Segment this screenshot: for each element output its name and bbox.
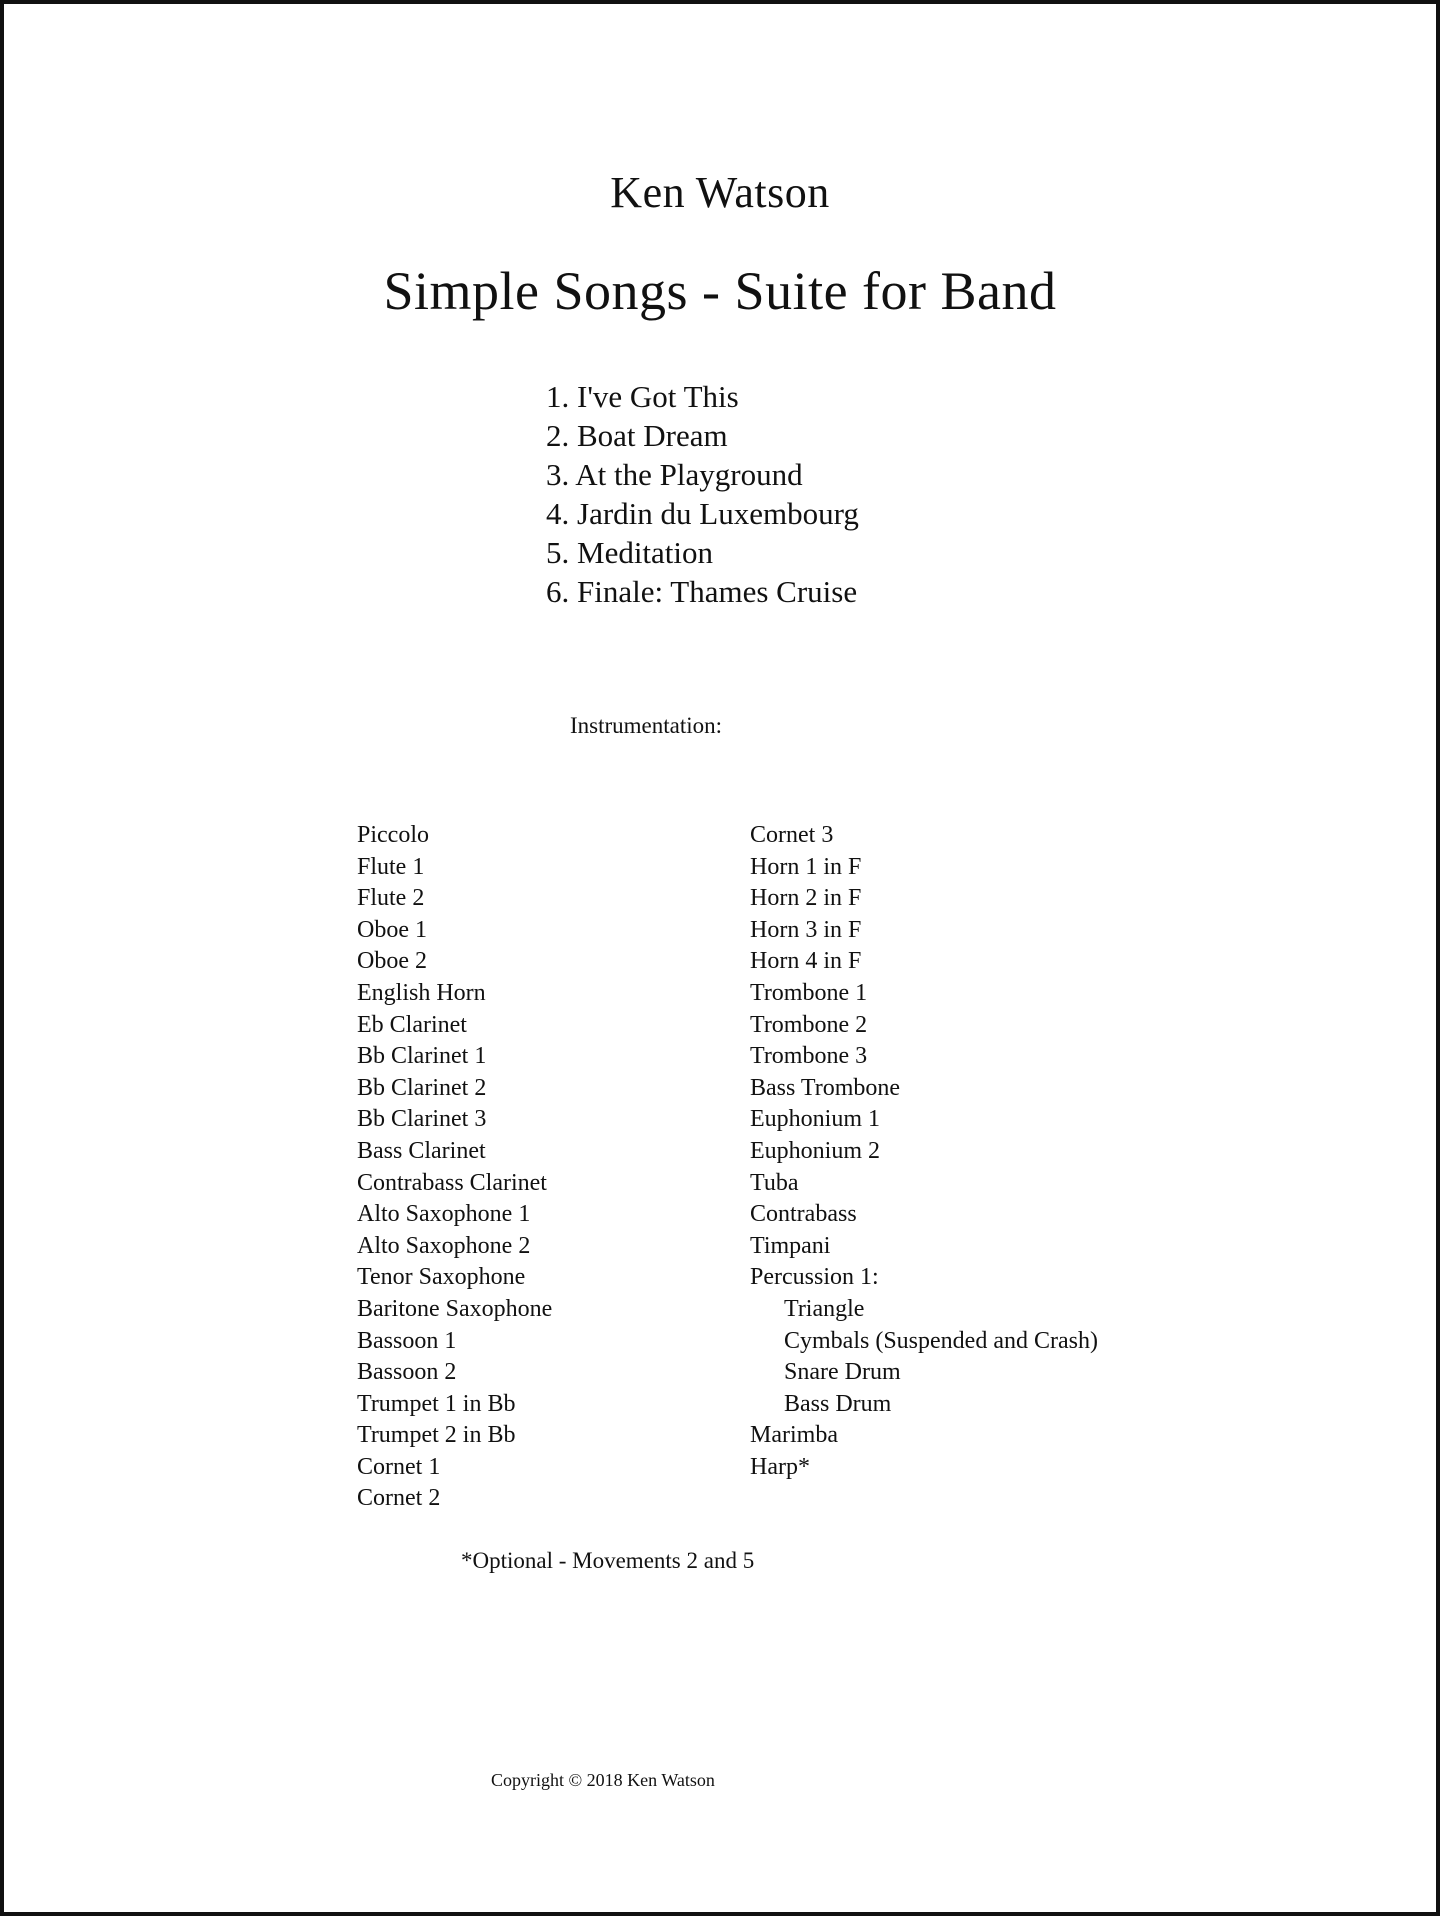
copyright-notice: Copyright © 2018 Ken Watson bbox=[491, 1770, 715, 1790]
instrument-item: Horn 1 in F bbox=[750, 853, 862, 880]
instrument-list-right bbox=[750, 820, 1098, 1483]
movement-item: 1. I've Got This bbox=[546, 379, 739, 414]
instrument-item: Marimba bbox=[750, 1422, 838, 1449]
instrument-item: Bassoon 1 bbox=[357, 1327, 457, 1354]
instrument-item: Bass Clarinet bbox=[357, 1137, 486, 1164]
instrument-item: Horn 4 in F bbox=[750, 948, 862, 975]
instrument-item: Tenor Saxophone bbox=[357, 1264, 526, 1291]
instrument-item: Euphonium 2 bbox=[750, 1137, 880, 1164]
work-title: Simple Songs - Suite for Band bbox=[383, 261, 1057, 321]
instrument-item: Trombone 3 bbox=[750, 1043, 868, 1070]
instrument-item: Bb Clarinet 2 bbox=[357, 1074, 487, 1101]
instrument-item: Trumpet 1 in Bb bbox=[357, 1390, 516, 1417]
percussion-sub-item: Cymbals (Suspended and Crash) bbox=[784, 1327, 1098, 1354]
instrumentation-heading: Instrumentation: bbox=[570, 713, 723, 738]
movement-item: 4. Jardin du Luxembourg bbox=[546, 496, 859, 531]
optional-footnote: *Optional - Movements 2 and 5 bbox=[461, 1548, 755, 1573]
movement-item: 6. Finale: Thames Cruise bbox=[546, 574, 858, 609]
instrument-item: Percussion 1: bbox=[750, 1264, 879, 1291]
instrument-item: Cornet 3 bbox=[750, 822, 834, 848]
instrument-item: Oboe 2 bbox=[357, 948, 427, 975]
instrument-item: Trombone 1 bbox=[750, 979, 868, 1006]
instrument-item: Eb Clarinet bbox=[357, 1011, 467, 1038]
instrument-item: Piccolo bbox=[357, 822, 429, 848]
instrument-item: Contrabass bbox=[750, 1201, 857, 1228]
instrument-item: English Horn bbox=[357, 979, 486, 1006]
percussion-sub-item: Bass Drum bbox=[784, 1390, 892, 1417]
instrument-item: Horn 2 in F bbox=[750, 885, 862, 912]
instrument-list-left bbox=[357, 820, 552, 1515]
instrument-item: Tuba bbox=[750, 1169, 799, 1196]
instrument-item: Trumpet 2 in Bb bbox=[357, 1422, 516, 1449]
instrument-item: Alto Saxophone 1 bbox=[357, 1201, 531, 1228]
instrument-item: Bass Trombone bbox=[750, 1074, 901, 1101]
movement-item: 3. At the Playground bbox=[546, 457, 803, 492]
instrument-item: Oboe 1 bbox=[357, 916, 427, 943]
instrument-item: Harp* bbox=[750, 1453, 810, 1480]
instrument-item: Alto Saxophone 2 bbox=[357, 1232, 531, 1259]
instrument-item: Flute 2 bbox=[357, 885, 425, 912]
instrument-item: Bb Clarinet 3 bbox=[357, 1106, 487, 1133]
percussion-sub-item: Snare Drum bbox=[784, 1359, 901, 1386]
instrument-item: Contrabass Clarinet bbox=[357, 1169, 547, 1196]
instrument-item: Euphonium 1 bbox=[750, 1106, 880, 1133]
instrument-item: Cornet 2 bbox=[357, 1485, 441, 1512]
movement-list bbox=[546, 377, 859, 611]
instrument-item: Flute 1 bbox=[357, 853, 425, 880]
instrument-item: Bb Clarinet 1 bbox=[357, 1043, 487, 1070]
instrument-item: Timpani bbox=[750, 1232, 831, 1259]
percussion-sub-item: Triangle bbox=[784, 1295, 865, 1322]
movement-item: 2. Boat Dream bbox=[546, 418, 728, 453]
instrument-item: Cornet 1 bbox=[357, 1453, 441, 1480]
instrument-item: Horn 3 in F bbox=[750, 916, 862, 943]
instrument-item: Baritone Saxophone bbox=[357, 1295, 553, 1322]
composer-name: Ken Watson bbox=[610, 168, 830, 217]
movement-item: 5. Meditation bbox=[546, 535, 714, 570]
instrument-item: Bassoon 2 bbox=[357, 1359, 457, 1386]
instrument-item: Trombone 2 bbox=[750, 1011, 868, 1038]
